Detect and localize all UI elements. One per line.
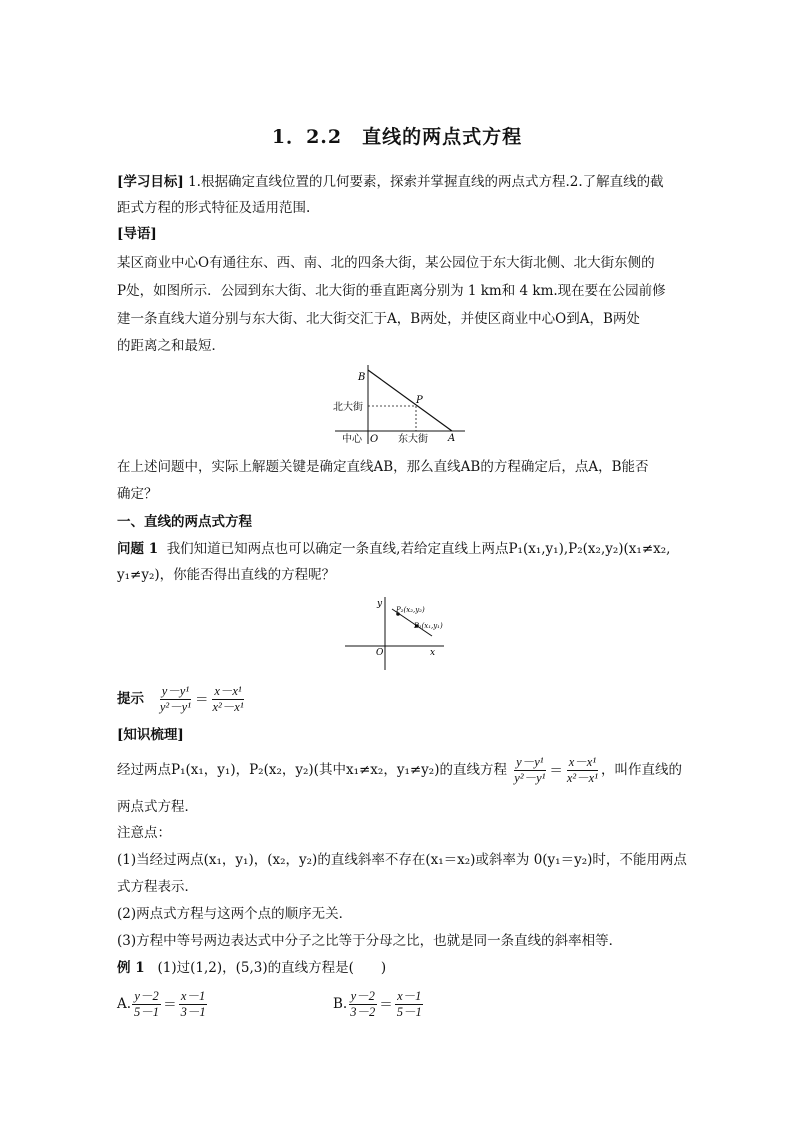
intro-question-line-2: 确定？ xyxy=(117,486,158,502)
option-A[interactable] xyxy=(117,984,317,1024)
hint-rhs-numerator: x－x¹ xyxy=(214,684,242,698)
label-P2: P₂(x₂,y₂) xyxy=(396,606,425,614)
notes-label: 注意点： xyxy=(117,825,171,841)
label-O: O xyxy=(370,434,379,445)
question-1-text-2: y₁≠y₂)，你能否得出直线的方程呢？ xyxy=(117,567,336,583)
question-1-text-1: 我们知道已知两点也可以确定一条直线,若给定直线上两点P₁(x₁,y₁),P₂(x₂,y₂)(x₁≠x₂, xyxy=(166,541,671,557)
hint-lhs-denominator: y²－y¹ xyxy=(159,700,191,714)
knowledge-lhs-fraction xyxy=(512,755,547,786)
objectives-line-1 xyxy=(117,171,692,193)
question-1-line-1 xyxy=(117,538,692,560)
note-3: (3)方程中等号两边表达式中分子之比等于分母之比，也就是同一条直线的斜率相等． xyxy=(117,933,623,949)
intro-paragraph-line-4: 的距离之和最短． xyxy=(117,338,225,354)
objectives-text-1: 1.根据确定直线位置的几何要素，探索并掌握直线的两点式方程.2.了解直线的截 xyxy=(188,174,664,190)
knowledge-rhs-denominator: x²－x¹ xyxy=(566,771,598,785)
hint-label: 提示 xyxy=(117,691,144,707)
label-x-axis: x xyxy=(430,648,436,658)
option-B-lhs xyxy=(348,989,377,1020)
option-B-lhs-numerator: y－2 xyxy=(350,989,375,1003)
hint-lhs-fraction xyxy=(158,684,193,715)
example-1-line xyxy=(117,957,692,979)
option-A-rhs xyxy=(179,989,208,1020)
option-A-rhs-numerator: x－1 xyxy=(180,989,206,1003)
option-B-rhs-denominator: 5－1 xyxy=(396,1005,422,1019)
example-1-text: (1)过(1,2)，(5,3)的直线方程是( ) xyxy=(157,960,387,976)
intro-question-line-1: 在上述问题中，实际上解题关键是确定直线AB，那么直线AB的方程确定后，点A，B能否 xyxy=(117,459,649,475)
label-y-axis: y xyxy=(377,599,383,609)
hint-equals: ＝ xyxy=(194,691,209,708)
label-B: B xyxy=(358,372,366,383)
objectives-text-2: 距式方程的形式特征及适用范围. xyxy=(117,200,311,216)
option-A-equals: ＝ xyxy=(163,996,177,1013)
label-origin: O xyxy=(376,648,384,658)
intro-paragraph-line-1: 某区商业中心O有通往东、西、南、北的四条大街，某公园位于东大街北侧、北大街东侧的 xyxy=(117,255,655,271)
knowledge-equals: ＝ xyxy=(549,762,563,779)
option-B-rhs xyxy=(395,989,424,1020)
option-B-lhs-denominator: 3－2 xyxy=(350,1005,376,1019)
label-P: P xyxy=(416,395,423,406)
label-center: 中心 xyxy=(342,434,362,445)
hint-rhs-fraction xyxy=(210,684,245,715)
note-1-line-2: 式方程表示． xyxy=(117,879,198,895)
intro-paragraph-line-3: 建一条直线大道分别与东大街、北大街交汇于A，B两处，并使区商业中心O到A，B两处 xyxy=(117,311,640,327)
section-heading: 一、直线的两点式方程 xyxy=(117,514,252,530)
knowledge-rhs-fraction xyxy=(565,755,600,786)
street-map-figure xyxy=(330,362,470,447)
label-north-street: 北大街 xyxy=(333,402,363,413)
knowledge-line-2: 两点式方程． xyxy=(117,799,198,815)
knowledge-lhs-numerator: y－y¹ xyxy=(516,755,544,769)
knowledge-rhs-numerator: x－x¹ xyxy=(568,755,597,769)
hint-rhs-denominator: x²－x¹ xyxy=(212,700,244,714)
option-A-rhs-denominator: 3－1 xyxy=(180,1005,206,1019)
note-2: (2)两点式方程与这两个点的顺序无关． xyxy=(117,906,353,922)
knowledge-label: [知识梳理] xyxy=(117,727,184,743)
hint-lhs-numerator: y－y¹ xyxy=(161,684,190,698)
label-P1: P₁(x₁,y₁) xyxy=(414,622,443,630)
option-B-label: B. xyxy=(333,996,348,1012)
intro-label: [导语] xyxy=(117,226,157,242)
label-A: A xyxy=(448,433,456,444)
option-A-label: A. xyxy=(117,996,132,1012)
option-B-rhs-numerator: x－1 xyxy=(397,989,422,1003)
hint-line xyxy=(117,682,692,716)
objectives-label: [学习目标] xyxy=(117,174,184,190)
option-B[interactable] xyxy=(333,984,533,1024)
intro-paragraph-line-2: P处，如图所示．公园到东大街、北大街的垂直距离分别为 1 km和 4 km.现在要在公园前修 xyxy=(117,283,666,299)
option-A-lhs-numerator: y－2 xyxy=(134,989,159,1003)
coordinate-figure xyxy=(340,595,450,673)
knowledge-line-1 xyxy=(117,752,692,788)
option-B-equals: ＝ xyxy=(379,996,393,1013)
note-1-line-1: (1)当经过两点(x₁，y₁)，(x₂，y₂)的直线斜率不存在(x₁＝x₂)或斜率为 0(y₁＝y₂)时，不能用两点 xyxy=(117,852,687,868)
knowledge-text-pre: 经过两点P₁(x₁，y₁)，P₂(x₂，y₂)(其中x₁≠x₂，y₁≠y₂)的直线方程 xyxy=(117,762,507,778)
label-east-street: 东大街 xyxy=(398,434,428,445)
knowledge-lhs-denominator: y²－y¹ xyxy=(514,771,546,785)
page-title: 1．2.2 直线的两点式方程 xyxy=(271,126,523,148)
option-A-lhs-denominator: 5－1 xyxy=(134,1005,160,1019)
option-A-lhs xyxy=(132,989,161,1020)
question-1-label: 问题 1 xyxy=(117,541,159,557)
knowledge-text-post: ，叫作直线的 xyxy=(600,762,682,778)
avenue-line-AB xyxy=(368,370,452,431)
example-1-label: 例 1 xyxy=(117,960,145,976)
